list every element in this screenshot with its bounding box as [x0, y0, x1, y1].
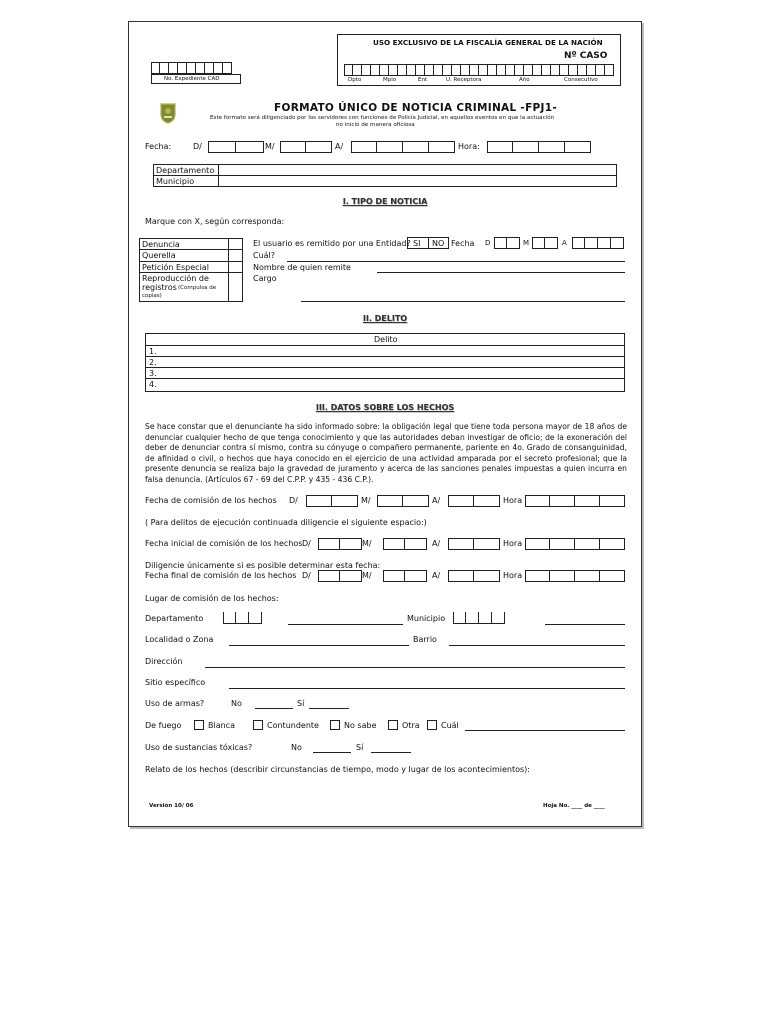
lugar-municipio-label: Municipio	[407, 614, 446, 623]
nombre-remite-label: Nombre de quien remite	[253, 263, 351, 272]
tipo-note: (Compulsa de	[178, 285, 217, 291]
barrio-label: Barrio	[413, 635, 437, 644]
localidad-line[interactable]	[229, 645, 409, 646]
delito-row-1[interactable]: 1.	[149, 347, 157, 356]
ff-hora-cells[interactable]	[525, 570, 625, 582]
footer-version: Versión 10/ 06	[149, 803, 194, 809]
fecha-final-label: Fecha final de comisión de los hechos	[145, 571, 297, 580]
form-subtitle-2: no inició de manera oficiosa	[336, 122, 415, 128]
de-fuego-checkbox[interactable]	[194, 720, 204, 730]
fecha-label: Fecha:	[145, 142, 172, 151]
fi-a-cells[interactable]	[448, 538, 500, 550]
expediente-label-box	[151, 74, 241, 84]
sustancias-no-label: No	[291, 743, 302, 752]
localidad-label: Localidad o Zona	[145, 635, 214, 644]
legal-paragraph: Se hace constar que el denunciante ha sido informado sobre: la obligación legal que tiene toda persona mayor de 18 años de denunciar cualquier hecho de que tenga conocimiento y que las autoridades deban investigar de oficio; de la exoneración del deber de denunciar contra sí mismo, contra su cónyuge o compañero permanente, pariente en 4o. Grado de consanguinidad, de afinidad o civil, o hechos que haya conocido en el ejercicio de una actividad amparada por el secreto profesional; que la presente denuncia se realiza bajo la gravedad de juramento y acerca de las sanciones penales impuestas a quien incurra en falsa denuncia. (Artículos 67 - 69 del C.P.P. y 435 - 436 C.P.).	[145, 422, 627, 484]
tipo-denuncia: Denuncia	[142, 240, 180, 249]
ff-m-cells[interactable]	[383, 570, 427, 582]
remitido-fecha: Fecha	[451, 239, 475, 248]
relato-label: Relato de los hechos (describir circunstancias de tiempo, modo y lugar de los acontecimientos):	[145, 765, 530, 774]
barrio-line[interactable]	[449, 645, 625, 646]
section-2-title: II. DELITO	[362, 314, 408, 323]
hora-cells[interactable]	[487, 141, 591, 153]
lugar-departamento-line[interactable]	[288, 624, 403, 625]
fi-m-cells[interactable]	[383, 538, 427, 550]
tipo-note-2: copias)	[142, 293, 162, 299]
delito-row-4[interactable]: 4.	[149, 380, 157, 389]
footer-hoja: Hoja No. ____ de ____	[543, 803, 605, 809]
lugar-dpto-cells[interactable]	[223, 612, 262, 624]
case-no-label: Nº CASO	[564, 51, 608, 61]
fi-a: A/	[432, 539, 441, 548]
remitido-m-cells[interactable]	[532, 237, 558, 249]
fc-hora-cells[interactable]	[525, 495, 625, 507]
fi-d: D/	[302, 539, 311, 548]
contundente-checkbox[interactable]	[330, 720, 340, 730]
remitido-no: NO	[432, 239, 445, 248]
case-number-cells[interactable]	[344, 64, 614, 76]
no-sabe-label: No sabe	[344, 721, 377, 730]
fecha-d-label: D/	[193, 142, 202, 151]
fc-m: M/	[361, 496, 371, 505]
delito-row-2[interactable]: 2.	[149, 358, 157, 367]
section-1-instruction: Marque con X, según corresponda:	[145, 217, 285, 226]
fecha-comision-label: Fecha de comisión de los hechos	[145, 496, 277, 505]
case-col-consecutivo: Consecutivo	[564, 77, 598, 83]
cargo-label: Cargo	[253, 274, 277, 283]
tipo-reproduccion: Reproducción de	[142, 274, 209, 283]
fc-a: A/	[432, 496, 441, 505]
remitido-si: SI	[413, 239, 421, 248]
armas-no-line[interactable]	[255, 708, 293, 709]
si-no-box[interactable]	[407, 237, 449, 249]
expediente-label: No. Expediente CAD	[164, 76, 220, 82]
sustancias-si-line[interactable]	[371, 752, 411, 753]
delito-header: Delito	[374, 335, 398, 344]
fecha-a-cells[interactable]	[351, 141, 455, 153]
remitido-d: D	[485, 239, 491, 247]
cargo-line[interactable]	[301, 301, 625, 302]
ff-m: M/	[362, 571, 372, 580]
cual-line[interactable]	[287, 261, 625, 262]
remitido-d-cells[interactable]	[494, 237, 520, 249]
sitio-line[interactable]	[229, 688, 625, 689]
fi-m: M/	[362, 539, 372, 548]
fecha-m-label: M/	[265, 142, 275, 151]
sitio-label: Sitio específico	[145, 678, 206, 687]
fecha-inicial-label: Fecha inicial de comisión de los hechos	[145, 539, 303, 548]
tipo-querella: Querella	[142, 251, 176, 260]
section-1-title: I. TIPO DE NOTICIA	[342, 197, 428, 206]
fecha-a-label: A/	[335, 142, 344, 151]
diligencie-note: Diligencie únicamente si es posible determinar esta fecha:	[145, 561, 381, 570]
sustancias-si-label: Sí	[356, 743, 364, 752]
lugar-municipio-line[interactable]	[545, 624, 625, 625]
armas-si-line[interactable]	[309, 708, 349, 709]
municipio-label: Municipio	[156, 177, 195, 186]
cual-label: Cuál?	[253, 251, 276, 260]
delito-row-3[interactable]: 3.	[149, 369, 157, 378]
cual-arma-line[interactable]	[465, 730, 625, 731]
ff-a-cells[interactable]	[448, 570, 500, 582]
tipo-noticia-table	[139, 238, 243, 302]
form-title: FORMATO ÚNICO DE NOTICIA CRIMINAL -FPJ1-	[274, 102, 558, 114]
form-page	[128, 21, 642, 827]
case-col-mpio: Mpio	[383, 77, 397, 83]
tipo-registros: registros	[142, 283, 177, 292]
fc-hora: Hora	[503, 496, 523, 505]
fecha-m-cells[interactable]	[280, 141, 332, 153]
ff-d: D/	[302, 571, 311, 580]
uso-armas-label: Uso de armas?	[145, 699, 205, 708]
fc-m-cells[interactable]	[377, 495, 429, 507]
remitido-a: A	[562, 239, 567, 247]
fiscalia-seal-icon	[158, 102, 178, 124]
ff-a: A/	[432, 571, 441, 580]
sustancias-label: Uso de sustancias tóxicas?	[145, 743, 253, 752]
fc-a-cells[interactable]	[448, 495, 500, 507]
case-col-ent: Ent	[418, 77, 428, 83]
armas-no-label: No	[231, 699, 242, 708]
remitido-question: El usuario es remitido por una Entidad?	[253, 239, 411, 248]
fc-d-cells[interactable]	[306, 495, 358, 507]
form-subtitle-1: Este formato será diligenciado por los servidores con funciones de Policía Judicial, en aquellos eventos en que la actuación	[210, 115, 555, 121]
otra-label: Otra	[402, 721, 420, 730]
fi-d-cells[interactable]	[318, 538, 362, 550]
remitido-a-cells[interactable]	[572, 237, 624, 249]
lugar-departamento-label: Departamento	[145, 614, 204, 623]
section-3-title: III. DATOS SOBRE LOS HECHOS	[315, 403, 455, 412]
hora-label: Hora:	[458, 142, 480, 151]
delito-table	[145, 333, 625, 392]
sustancias-no-line[interactable]	[313, 752, 351, 753]
lugar-mpio-cells[interactable]	[453, 612, 505, 624]
blanca-checkbox[interactable]	[253, 720, 263, 730]
no-sabe-checkbox[interactable]	[388, 720, 398, 730]
otra-checkbox[interactable]	[427, 720, 437, 730]
ff-d-cells[interactable]	[318, 570, 362, 582]
remitido-m: M	[523, 239, 530, 247]
fecha-d-cells[interactable]	[208, 141, 264, 153]
departamento-label: Departamento	[156, 166, 215, 175]
case-col-ano: Año	[519, 77, 530, 83]
exclusive-use-box	[337, 34, 621, 86]
case-col-receptora: U. Receptora	[446, 77, 482, 83]
direccion-label: Dirección	[145, 657, 183, 666]
contundente-label: Contundente	[267, 721, 319, 730]
lugar-label: Lugar de comisión de los hechos:	[145, 594, 279, 603]
ff-hora: Hora	[503, 571, 523, 580]
location-table	[153, 164, 617, 187]
fc-d: D/	[289, 496, 298, 505]
fi-hora: Hora	[503, 539, 523, 548]
case-col-dpto: Dpto	[348, 77, 362, 83]
fi-hora-cells[interactable]	[525, 538, 625, 550]
exclusive-use-title: USO EXCLUSIVO DE LA FISCALÍA GENERAL DE LA NACIÓN	[373, 38, 603, 47]
blanca-label: Blanca	[208, 721, 235, 730]
armas-si-label: Sí	[297, 699, 305, 708]
expediente-cells[interactable]	[151, 62, 232, 74]
nombre-remite-line[interactable]	[377, 272, 625, 273]
tipo-peticion: Petición Especial	[142, 263, 209, 272]
cual-arma-label: Cuál	[441, 721, 459, 730]
direccion-line[interactable]	[205, 667, 625, 668]
de-fuego-label: De fuego	[145, 721, 182, 730]
delitos-continuada-note: ( Para delitos de ejecución continuada diligencie el siguiente espacio:)	[145, 518, 427, 527]
